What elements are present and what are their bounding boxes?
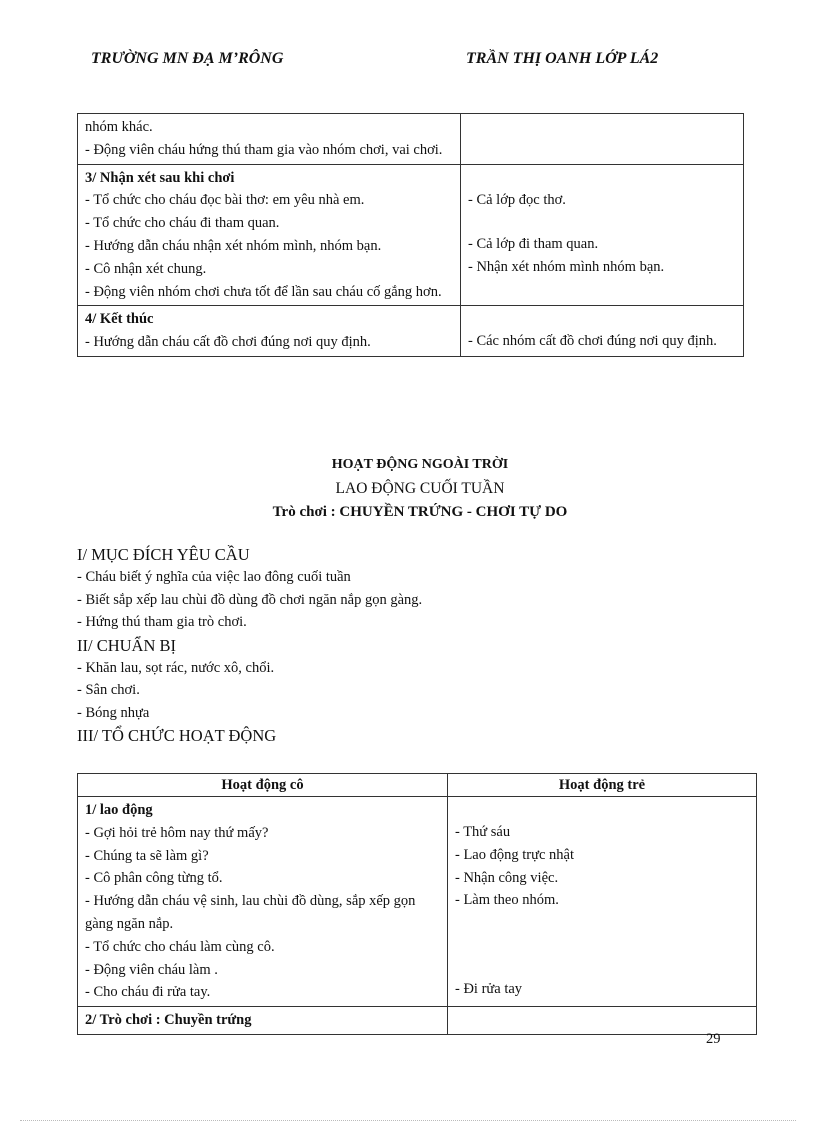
list-item: - Bóng nhựa xyxy=(77,704,150,721)
table-line: - Tổ chức cho cháu đi tham quan. xyxy=(85,215,280,232)
section-heading: 1/ lao động xyxy=(85,802,153,818)
section-title-goals: I/ MỤC ĐÍCH YÊU CẦU xyxy=(77,545,250,564)
table-cell xyxy=(461,164,744,306)
table-line: - Hướng dẫn cháu nhận xét nhóm mình, nhóm bạn. xyxy=(85,237,382,254)
table-cell xyxy=(461,114,744,165)
activity-table-continued xyxy=(77,113,744,357)
table-line: - Đi rửa tay xyxy=(455,981,523,998)
table-line: - Nhận công việc. xyxy=(455,869,559,886)
section-heading: 2/ Trò chơi : Chuyền trứng xyxy=(85,1012,252,1029)
title-game: Trò chơi : CHUYỀN TRỨNG - CHƠI TỰ DO xyxy=(272,504,568,520)
table-cell xyxy=(78,1007,448,1035)
table-row xyxy=(78,114,744,165)
lesson-body xyxy=(77,543,757,747)
table-cell xyxy=(78,306,461,357)
table-row xyxy=(78,306,744,357)
table-header-row xyxy=(78,774,757,797)
table-line: - Cho cháu đi rửa tay. xyxy=(85,984,211,1001)
table-row xyxy=(78,164,744,306)
section-title-preparation: II/ CHUẨN BỊ xyxy=(77,635,176,655)
section-title-organization: III/ TỔ CHỨC HOẠT ĐỘNG xyxy=(77,726,277,745)
title-outdoor-activity: HOẠT ĐỘNG NGOÀI TRỜI xyxy=(331,457,509,472)
table-line: - Cô nhận xét chung. xyxy=(85,260,207,277)
section-heading: 3/ Nhận xét sau khi chơi xyxy=(85,169,235,186)
table-line: - Tổ chức cho cháu làm cùng cô. xyxy=(85,938,275,955)
table-line: - Động viên nhóm chơi chưa tốt để lần sau cháu cố gắng hơn. xyxy=(85,283,442,300)
list-item: - Cháu biết ý nghĩa của việc lao đông cuối tuần xyxy=(77,569,351,585)
page-divider xyxy=(20,1120,796,1121)
table-line: - Động viên cháu hứng thú tham gia vào nhóm chơi, vai chơi. xyxy=(85,141,443,158)
title-weekend-labor: LAO ĐỘNG CUỐI TUẦN xyxy=(335,480,505,497)
table-line: - Làm theo nhóm. xyxy=(455,892,559,909)
column-header-teacher: Hoạt động cô xyxy=(78,774,448,797)
table-line: - Cả lớp đọc thơ. xyxy=(468,191,566,208)
table-cell xyxy=(78,797,448,1007)
activity-table xyxy=(77,773,757,1035)
table-line: nhóm khác. xyxy=(85,119,153,135)
table-cell xyxy=(448,797,757,1007)
table-line: - Lao động trực nhật xyxy=(455,846,574,863)
table-line: - Thứ sáu xyxy=(455,824,511,840)
list-item: - Khăn lau, sọt rác, nước xô, chổi. xyxy=(77,659,275,676)
table-line: - Tổ chức cho cháu đọc bài thơ: em yêu nhà em. xyxy=(85,192,365,209)
table-line: - Hướng dẫn cháu vệ sinh, lau chùi đồ dùng, sắp xếp gọn gàng ngăn nắp. xyxy=(85,893,416,932)
section-heading: 4/ Kết thúc xyxy=(85,311,154,328)
header-school: TRƯỜNG MN ĐẠ M’RÔNG xyxy=(91,50,284,67)
table-line: - Động viên cháu làm . xyxy=(85,961,218,978)
list-item: - Biết sắp xếp lau chùi đồ dùng đồ chơi ngăn nắp gọn gàng. xyxy=(77,591,423,608)
table-line: - Cả lớp đi tham quan. xyxy=(468,236,599,253)
table-cell xyxy=(461,306,744,357)
table-line: - Các nhóm cất đồ chơi đúng nơi quy định. xyxy=(468,333,717,350)
list-item: - Hứng thú tham gia trò chơi. xyxy=(77,614,247,630)
table-line: - Nhận xét nhóm mình nhóm bạn. xyxy=(468,259,665,276)
table-row xyxy=(78,797,757,1007)
table-line: - Hướng dẫn cháu cất đồ chơi đúng nơi quy định. xyxy=(85,334,371,351)
page-number: 29 xyxy=(706,1031,721,1047)
table-line: - Cô phân công từng tổ. xyxy=(85,870,223,887)
table-line: - Chúng ta sẽ làm gì? xyxy=(85,847,209,864)
table-row xyxy=(78,1007,757,1035)
table-cell xyxy=(78,164,461,306)
list-item: - Sân chơi. xyxy=(77,682,140,698)
header-teacher: TRẦN THỊ OANH LỚP LÁ2 xyxy=(466,50,659,67)
column-header-children: Hoạt động trẻ xyxy=(448,774,757,797)
table-line: - Gợi hỏi trẻ hôm nay thứ mấy? xyxy=(85,824,269,841)
table-cell xyxy=(78,114,461,165)
